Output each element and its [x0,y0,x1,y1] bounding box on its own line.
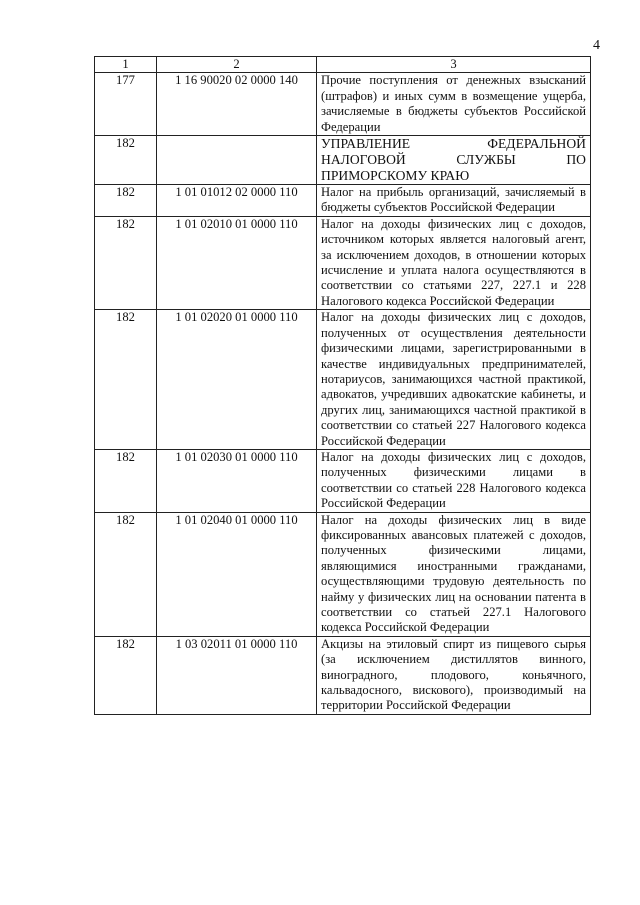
kbk-code-cell: 1 01 01012 02 0000 110 [157,185,317,217]
revenue-name-cell: Налог на доходы физических лиц с доходов, полученных физическими лицами в соответствии со статьей 228 Налогового кодекса Российской Федерации [317,449,591,512]
admin-code-cell: 182 [95,310,157,450]
table-row [95,216,591,309]
table-header-row [95,57,591,73]
table-row [95,310,591,450]
admin-code-cell: 177 [95,73,157,136]
column-header-3: 3 [317,57,591,73]
revenue-name-cell: Акцизы на этиловый спирт из пищевого сырья (за исключением дистиллятов винного, виноградного, плодового, коньячного, кальвадосного, вискового), производимый на территории Российской Федерации [317,636,591,714]
admin-code-cell: 182 [95,449,157,512]
admin-code-cell: 182 [95,136,157,185]
table-row [95,136,591,185]
kbk-code-cell: 1 01 02020 01 0000 110 [157,310,317,450]
table-row [95,636,591,714]
admin-code-cell: 182 [95,636,157,714]
revenue-name-cell: Налог на доходы физических лиц в виде фиксированных авансовых платежей с доходов, полученных физическими лицами, являющимися иностранными гражданами, осуществляющими трудовую деятельность по найму у физических лиц на основании патента в соответствии со статьей 227.1 Налогового кодекса Российской Федерации [317,512,591,636]
admin-code-cell: 182 [95,216,157,309]
kbk-code-cell [157,136,317,185]
table-row [95,512,591,636]
admin-code-cell: 182 [95,512,157,636]
table-row [95,73,591,136]
kbk-code-cell: 1 03 02011 01 0000 110 [157,636,317,714]
table-row [95,449,591,512]
admin-code-cell: 182 [95,185,157,217]
kbk-code-cell: 1 01 02030 01 0000 110 [157,449,317,512]
column-header-1: 1 [95,57,157,73]
column-header-2: 2 [157,57,317,73]
administrator-name-cell: УПРАВЛЕНИЕ ФЕДЕРАЛЬНОЙ НАЛОГОВОЙ СЛУЖБЫ ПО ПРИМОРСКОМУ КРАЮ [317,136,591,185]
revenue-name-cell: Налог на прибыль организаций, зачисляемый в бюджеты субъектов Российской Федерации [317,185,591,217]
kbk-code-cell: 1 01 02040 01 0000 110 [157,512,317,636]
kbk-code-cell: 1 16 90020 02 0000 140 [157,73,317,136]
revenue-codes-table [94,56,591,715]
revenue-name-cell: Налог на доходы физических лиц с доходов, источником которых является налоговый агент, за исключением доходов, в отношении которых исчисление и уплата налога осуществляются в соответствии со статьями 227, 227.1 и 228 Налогового кодекса Российской Федерации [317,216,591,309]
revenue-name-cell: Налог на доходы физических лиц с доходов, полученных от осуществления деятельности физическими лицами, зарегистрированными в качестве индивидуальных предпринимателей, нотариусов, занимающихся частной практикой, адвокатов, учредивших адвокатские кабинеты, и других лиц, занимающихся частной практикой в соответствии со статьей 227 Налогового кодекса Российской Федерации [317,310,591,450]
revenue-name-cell: Прочие поступления от денежных взысканий (штрафов) и иных сумм в возмещение ущерба, зачисляемые в бюджеты субъектов Российской Федерации [317,73,591,136]
table-row [95,185,591,217]
kbk-code-cell: 1 01 02010 01 0000 110 [157,216,317,309]
page-number: 4 [593,38,600,53]
